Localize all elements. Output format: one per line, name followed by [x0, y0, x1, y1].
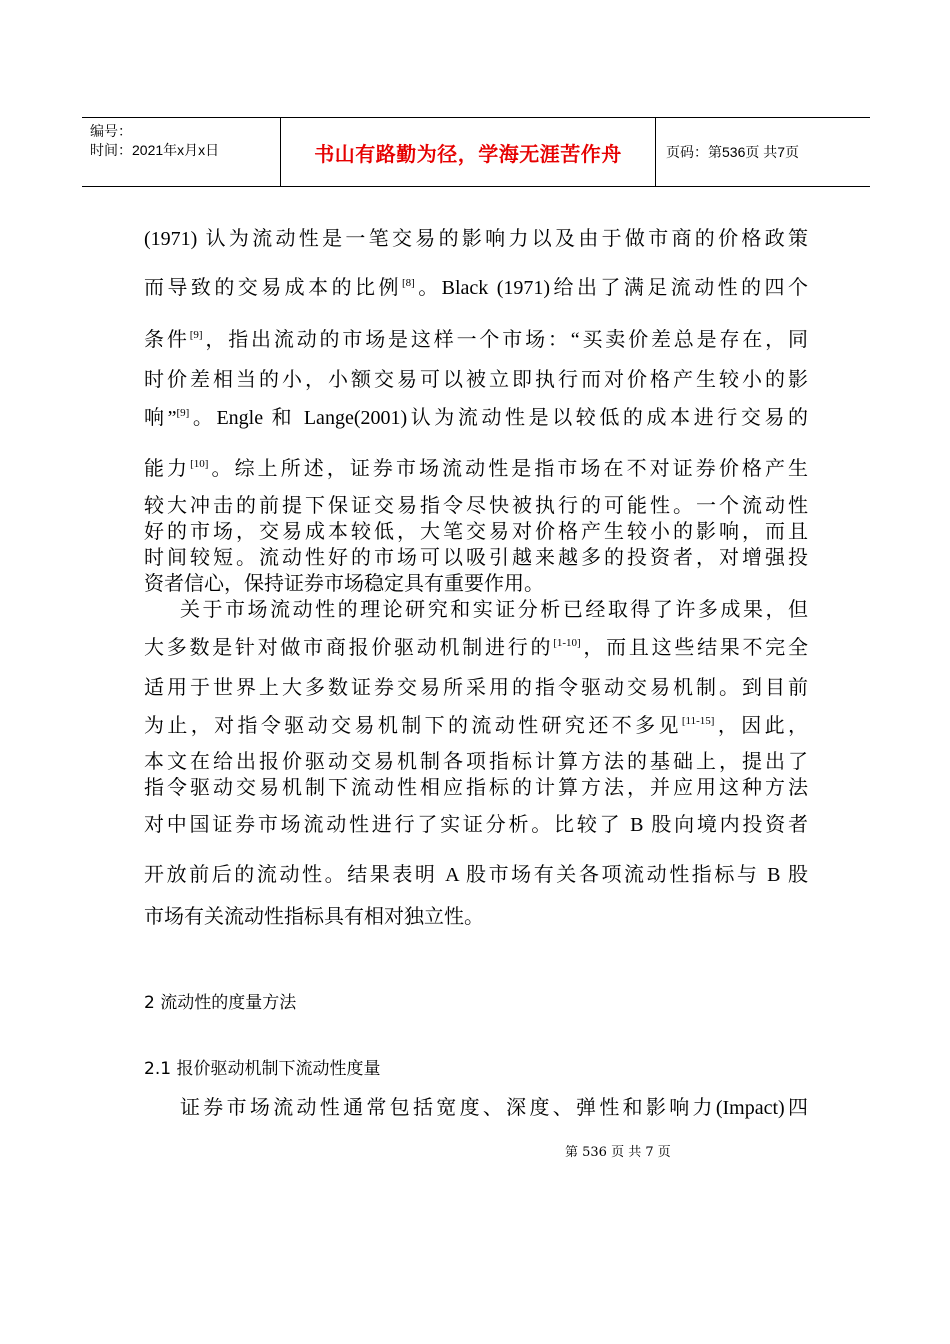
- header-number-label: 编号：: [90, 123, 132, 139]
- page-footer: 第 536 页 共 7 页: [565, 1145, 671, 1160]
- p1-line-6: 能力[10]。综上所述，证券市场流动性是指市场在不对证券价格产生: [144, 458, 809, 480]
- p2-line-3: 适用于世界上大多数证券交易所采用的指令驱动交易机制。到目前: [144, 677, 808, 699]
- p2-line-8: 开放前后的流动性。结果表明 A 股市场有关各项流动性指标与 B 股: [144, 864, 808, 886]
- header-meta: [90, 122, 219, 160]
- citation-10: [10]: [190, 458, 209, 470]
- s21-line-1: 证券市场流动性通常包括宽度、深度、弹性和影响力(Impact)四: [180, 1097, 808, 1119]
- p1-line-5: 响”[9]。Engle 和 Lange(2001)认为流动性是以较低的成本进行交易的: [144, 407, 808, 429]
- p2-line-9: 市场有关流动性指标具有相对独立性。: [144, 906, 484, 928]
- citation-1-10: [1-10]: [553, 637, 581, 649]
- p2-line-1: 关于市场流动性的理论研究和实证分析已经取得了许多成果，但: [180, 599, 808, 621]
- citation-11-15: [11-15]: [681, 715, 715, 727]
- p2-line-7: 对中国证券市场流动性进行了实证分析。比较了 B 股向境内投资者: [144, 814, 808, 836]
- citation-8: [8]: [401, 277, 415, 289]
- p1-line-1: (1971) 认为流动性是一笔交易的影响力以及由于做市商的价格政策: [144, 228, 808, 250]
- p1-line-3: 条件[9]，指出流动的市场是这样一个市场：“买卖价差总是存在，同: [144, 329, 808, 351]
- p2-line-2: 大多数是针对做市商报价驱动机制进行的[1-10]，而且这些结果不完全: [144, 637, 809, 659]
- header-page-code: 页码：第536页 共7页: [666, 144, 800, 160]
- p1-line-4: 时价差相当的小，小额交易可以被立即执行而对价格产生较小的影: [144, 369, 808, 391]
- header-time-label: 时间：2021年x月x日: [90, 142, 220, 158]
- document-header: [82, 117, 870, 187]
- citation-9b: [9]: [176, 407, 190, 419]
- p1-line-8: 好的市场，交易成本较低，大笔交易对价格产生较小的影响，而且: [144, 521, 808, 543]
- p2-line-4: 为止，对指令驱动交易机制下的流动性研究还不多见[11-15]，因此，: [144, 715, 809, 737]
- p1-line-9: 时间较短。流动性好的市场可以吸引越来越多的投资者，对增强投: [144, 547, 808, 569]
- p1-line-2: 而导致的交易成本的比例[8]。Black (1971)给出了满足流动性的四个: [144, 277, 809, 299]
- citation-9: [9]: [189, 329, 203, 341]
- section-2-1-heading: 2.1 报价驱动机制下流动性度量: [144, 1059, 381, 1079]
- section-2-heading: 2 流动性的度量方法: [144, 993, 297, 1013]
- p1-line-10: 资者信心，保持证券市场稳定具有重要作用。: [144, 573, 544, 595]
- header-motto: 书山有路勤为径，学海无涯苦作舟: [280, 118, 656, 186]
- p2-line-5: 本文在给出报价驱动交易机制各项指标计算方法的基础上，提出了: [144, 751, 808, 773]
- p2-line-6: 指令驱动交易机制下流动性相应指标的计算方法，并应用这种方法: [144, 777, 808, 799]
- p1-line-7: 较大冲击的前提下保证交易指令尽快被执行的可能性。一个流动性: [144, 495, 808, 517]
